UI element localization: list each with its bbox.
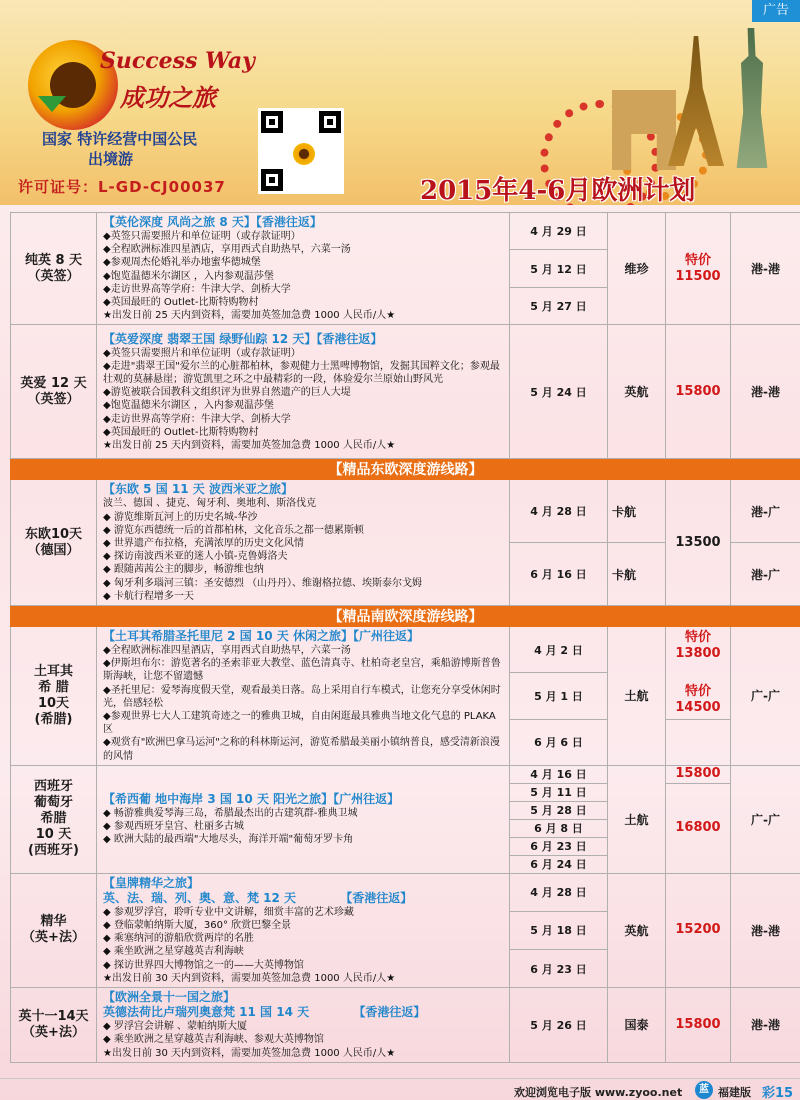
departure-port: 广-广	[731, 627, 800, 766]
route-cell: 土耳其 希 腊 10天 (希腊)	[11, 627, 97, 766]
price-cell: 特价 11500	[666, 213, 731, 325]
route-subtitle: 英德法荷比卢瑞列奥意梵 11 国 14 天 【香港往返】	[103, 1005, 426, 1020]
departure-date: 4 月 28 日	[510, 873, 608, 911]
route-description: 【欧洲全景十一国之旅】 英德法荷比卢瑞列奥意梵 11 国 14 天 【香港往返】 ◆ 罗浮宫会讲解 、蒙帕纳斯大厦 ◆ 乘坐欧洲之星穿越英吉利海峡、参观大英博物馆 ★出发日前 30 天内到资料，需要加英签加急费 1000 人民币/人★	[97, 988, 510, 1063]
departure-date: 5 月 18 日	[510, 911, 608, 949]
airline: 国泰	[608, 988, 666, 1063]
footer	[0, 1078, 800, 1100]
departure-date: 6 月 24 日	[510, 855, 608, 873]
brand-name-cn: 成功之旅	[120, 83, 216, 112]
airline: 卡航	[608, 480, 666, 543]
departure-date: 4 月 28 日	[510, 480, 608, 543]
route-description: 【皇牌精华之旅】 英、法、瑞、列、奥、意、梵 12 天 【香港往返】 ◆ 参观罗浮宫，聆听专业中文讲解，细赏丰富的艺术珍藏 ◆ 登临蒙帕纳斯大厦，360° 欣赏巴黎全景 ◆ 乘塞纳河的游船欣赏两岸的名胜 ◆ 乘坐欧洲之星穿越英吉利海峡 ◆ 探访世界四大博物馆之一的——大英博物馆 ★出发日前 30 天内到资料，需要加英签加急费 1000 人民币/人★	[97, 873, 510, 987]
route-cell: 纯英 8 天 （英签）	[11, 213, 97, 325]
table-row	[11, 213, 800, 250]
departure-date: 6 月 23 日	[510, 950, 608, 988]
plan-title: 2015年4-6月欧洲计划	[420, 176, 696, 205]
departure-port: 港-广	[731, 543, 800, 606]
license-line2: 出境游	[88, 150, 134, 168]
airline: 维珍	[608, 213, 666, 325]
price-cell: 15800	[666, 325, 731, 459]
price-cell: 特价 13800 特价 14500	[666, 627, 731, 720]
table-row	[11, 480, 800, 543]
license-line1: 国家 特许经营中国公民	[42, 130, 198, 148]
departure-date: 5 月 24 日	[510, 325, 608, 459]
departure-date: 5 月 1 日	[510, 673, 608, 719]
statue-icon	[730, 28, 774, 168]
departure-date: 5 月 28 日	[510, 801, 608, 819]
route-title: 【东欧 5 国 11 天 波西米亚之旅】	[103, 482, 293, 497]
qr-corner-icon	[261, 169, 283, 191]
table-row	[11, 627, 800, 673]
qr-corner-icon	[261, 111, 283, 133]
route-title: 【英伦深度 风尚之旅 8 天】【香港往返】	[103, 215, 322, 229]
route-description: 【英伦深度 风尚之旅 8 天】【香港往返】 ◆英签只需要照片和单位证明（或存款证明） ◆全程欧洲标准四星酒店，享用西式自助热早，六菜一汤 ◆参观周杰伦婚礼举办地蜜华德城堡 ◆饱览温德米尔湖区 ，入内参观温莎堡 ◆走访世界高等学府：牛津大学、剑桥大学 ◆英国最旺的 Outlet-比斯特购物村 ★出发日前 25 天内到资料，需要加英签加急费 1000 人民币/人★	[97, 213, 510, 325]
route-description: 【土耳其希腊圣托里尼 2 国 10 天 休闲之旅】【广州往返】 ◆全程欧洲标准四星酒店，享用西式自助热早，六菜一汤 ◆伊斯坦布尔：游览著名的圣索菲亚大教堂、蓝色清真寺、杜柏奇老皇宫，乘船游博斯普鲁斯海峡，让您不留遗憾 ◆圣托里尼：爱琴海度假天堂，观看最美日落。岛上采用自行车模式，让您充分享受休闲时光，倍感轻松 ◆参观世界七大人工建筑奇迹之一的雅典卫城，自由闲逛最具雅典当地文化气息的 PLAKA 区 ◆观赏有"欧洲巴拿马运河"之称的科林斯运河，游览希腊最美丽小镇纳普良，感受清新浪漫的风情	[97, 627, 510, 766]
table-row	[11, 988, 800, 1063]
airline: 土航	[608, 627, 666, 766]
qr-corner-icon	[319, 111, 341, 133]
route-description: 【东欧 5 国 11 天 波西米亚之旅】 波兰、德国 、捷克、匈牙利、奥地利、斯洛伐克 ◆ 游览维斯瓦河上的历史名城-华沙 ◆ 游览东西德统一后的首都柏林，文化音乐之都一德累斯顿 ◆ 世界遗产布拉格，充满浓厚的历史文化风情 ◆ 探访南波西米亚的迷人小镇-克鲁姆洛夫 ◆ 跟随茜茜公主的脚步，畅游维也纳 ◆ 匈牙利多瑙河三镇：圣安德烈 （山丹丹）、维谢格拉德、埃斯泰尔戈姆 ◆ 卡航行程增多一天	[97, 480, 510, 606]
section-title-east: 【精品东欧深度游线路】	[11, 459, 800, 480]
route-title: 【英爱深度 翡翠王国 绿野仙踪 12 天】【香港往返】	[103, 331, 383, 346]
route-description: 【英爱深度 翡翠王国 绿野仙踪 12 天】【香港往返】 ◆英签只需要照片和单位证明（或存款证明） ◆走进"翡翠王国"爱尔兰的心脏都柏林，参观健力士黑啤博物馆，发掘其国粹文化；参观最壮观的莫赫悬崖；游览凯里之环之中最精彩的一段，体验爱尔兰原始山野风光 ◆游览被联合国教科文组织评为世界自然遗产的巨人大堤 ◆饱览温德米尔湖区 ，入内参观温莎堡 ◆走访世界高等学府：牛津大学、剑桥大学 ◆英国最旺的 Outlet-比斯特购物村 ★出发日前 25 天内到资料，需要加英签加急费 1000 人民币/人★	[97, 325, 510, 459]
departure-date: 4 月 29 日	[510, 213, 608, 250]
price-cell: 16800	[666, 783, 731, 873]
departure-date: 4 月 16 日	[510, 765, 608, 783]
price-cell: 15800	[666, 988, 731, 1063]
footer-website[interactable]: 欢迎浏览电子版 www.zyoo.net	[514, 1086, 683, 1099]
airline: 土航	[608, 765, 666, 873]
airline: 英航	[608, 873, 666, 987]
itinerary-table	[10, 212, 800, 1063]
page-number: 彩15	[762, 1086, 794, 1100]
route-title: 【土耳其希腊圣托里尼 2 国 10 天 休闲之旅】【广州往返】	[103, 629, 419, 644]
license-number: 许可证号：L-GD-CJ00037	[18, 178, 226, 196]
qr-code-icon[interactable]	[258, 108, 344, 194]
departure-port: 港-港	[731, 213, 800, 325]
departure-date: 6 月 6 日	[510, 719, 608, 765]
departure-date: 5 月 26 日	[510, 988, 608, 1063]
route-description: 【希西葡 地中海岸 3 国 10 天 阳光之旅】【广州往返】 ◆ 畅游雅典爱琴海三岛，希腊最杰出的古建筑群-雅典卫城 ◆ 参观西班牙皇宫、杜丽多古城 ◆ 欧洲大陆的最西端"大地尽头，海洋开端"葡萄牙罗卡角	[97, 765, 510, 873]
departure-port: 广-广	[731, 765, 800, 873]
departure-date: 6 月 16 日	[510, 543, 608, 606]
route-subtitle: 英、法、瑞、列、奥、意、梵 12 天 【香港往返】	[103, 890, 413, 905]
route-cell: 精华 （英+法）	[11, 873, 97, 987]
airline: 英航	[608, 325, 666, 459]
departure-date: 6 月 23 日	[510, 837, 608, 855]
departure-port: 港-港	[731, 325, 800, 459]
edition-badge-icon: 蓝	[695, 1081, 713, 1099]
departure-date: 5 月 11 日	[510, 783, 608, 801]
price-cell	[666, 719, 731, 765]
ad-tag: 广告	[752, 0, 800, 22]
route-title: 【欧洲全景十一国之旅】	[103, 990, 236, 1005]
section-header-row	[11, 459, 800, 480]
table-row	[11, 873, 800, 911]
edition-label: 福建版	[718, 1086, 751, 1099]
departure-date: 4 月 2 日	[510, 627, 608, 673]
airline: 卡航	[608, 543, 666, 606]
section-header-row	[11, 606, 800, 627]
route-cell: 东欧10天 （德国）	[11, 480, 97, 606]
price-cell: 15200	[666, 873, 731, 987]
departure-date: 6 月 8 日	[510, 819, 608, 837]
route-cell: 英十一14天 （英+法）	[11, 988, 97, 1063]
route-cell: 西班牙 葡萄牙 希腊 10 天 (西班牙)	[11, 765, 97, 873]
header-banner	[0, 0, 800, 205]
qr-logo-icon	[293, 143, 315, 165]
price-cell: 15800	[666, 765, 731, 783]
brand-name-en: Success Way	[100, 48, 255, 74]
route-title: 【皇牌精华之旅】	[103, 875, 200, 890]
table-row	[11, 325, 800, 459]
departure-port: 港-港	[731, 988, 800, 1063]
departure-date: 5 月 27 日	[510, 287, 608, 324]
departure-date: 5 月 12 日	[510, 250, 608, 287]
route-cell: 英爱 12 天 （英签）	[11, 325, 97, 459]
price-cell: 13500	[666, 480, 731, 606]
departure-port: 港-广	[731, 480, 800, 543]
route-title: 【希西葡 地中海岸 3 国 10 天 阳光之旅】【广州往返】	[103, 792, 400, 807]
table-row	[11, 765, 800, 783]
section-title-south: 【精品南欧深度游线路】	[11, 606, 800, 627]
departure-port: 港-港	[731, 873, 800, 987]
